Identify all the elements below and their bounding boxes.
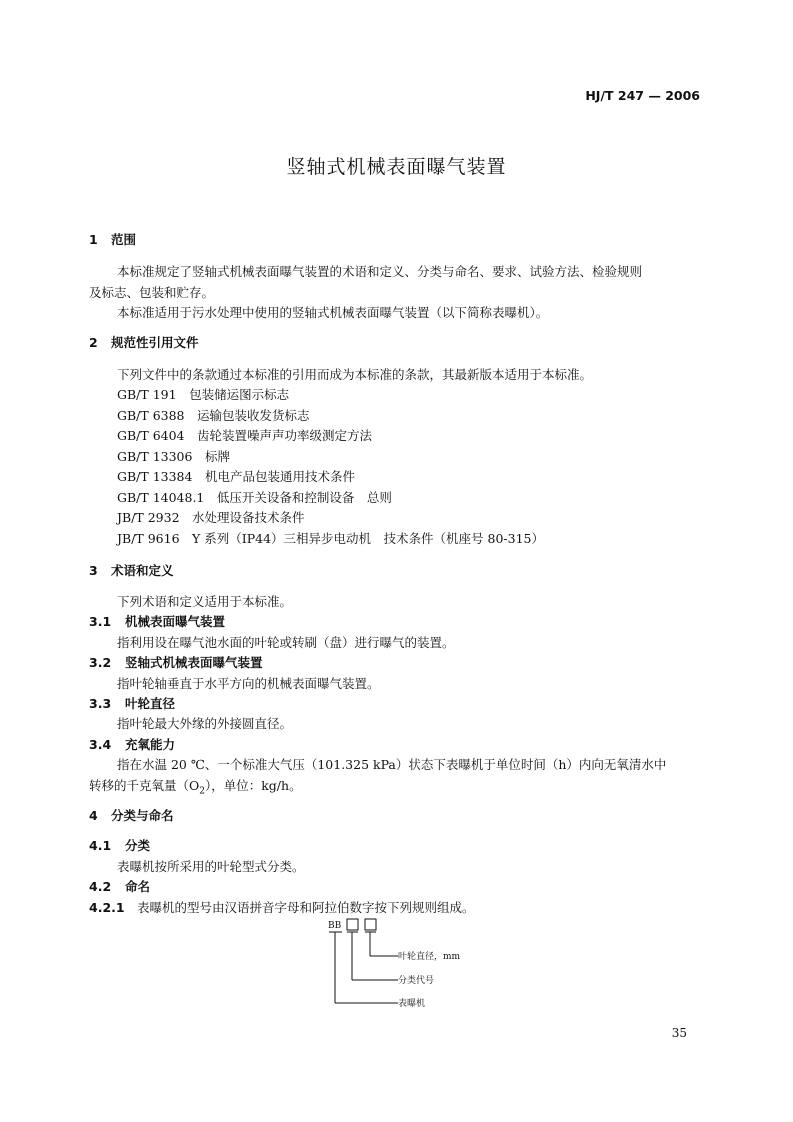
- reference-item: GB/T 6404 齿轮装置噪声声功率级测定方法: [117, 428, 373, 443]
- section-title: 范围: [111, 232, 137, 247]
- subsection-4-2-1: 4.2.1 表曝机的型号由汉语拼音字母和阿拉伯数字按下列规则组成。: [89, 900, 475, 915]
- section-title: 术语和定义: [111, 563, 174, 578]
- reference-item: JB/T 9616 Y 系列（IP44）三相异步电动机 技术条件（机座号 80-315）: [117, 531, 544, 546]
- reference-item: GB/T 6388 运输包装收发货标志: [117, 408, 310, 423]
- document-title: 竖轴式机械表面曝气装置: [286, 156, 507, 178]
- term-3-2-heading: 3.2 竖轴式机械表面曝气装置: [89, 655, 263, 670]
- model-designation-diagram: [320, 910, 520, 1020]
- section-1-heading: [89, 230, 136, 248]
- term-definition: 指在水温 20 ℃、一个标准大气压（101.325 kPa）状态下表曝机于单位时间（h）内向无氧清水中: [117, 757, 667, 772]
- diagram-label-machine: 表曝机: [398, 999, 426, 1009]
- placeholder-box-diameter: [365, 919, 376, 930]
- page-number: 35: [671, 1026, 687, 1040]
- diagram-label-diameter: 叶轮直径，mm: [398, 952, 461, 962]
- section-number: 2: [89, 335, 98, 350]
- term-definition: 指利用设在曝气池水面的叶轮或转刷（盘）进行曝气的装置。: [117, 635, 455, 650]
- section-number: 4: [89, 808, 98, 823]
- term-definition-continuation: 转移的千克氧量$(O_2)$，单位：kg/h。: [89, 778, 302, 797]
- paragraph: 下列术语和定义适用于本标准。: [117, 594, 293, 609]
- term-3-4-heading: 3.4 充氧能力: [89, 737, 176, 752]
- standard-code-header: HJ/T 247 — 2006: [585, 88, 700, 103]
- reference-item: GB/T 14048.1 低压开关设备和控制设备 总则: [117, 490, 392, 505]
- paragraph: 本标准规定了竖轴式机械表面曝气装置的术语和定义、分类与命名、要求、试验方法、检验规则: [117, 264, 643, 279]
- section-number: 3: [89, 563, 98, 578]
- paragraph: 表曝机按所采用的叶轮型式分类。: [117, 859, 305, 874]
- diagram-label-class: 分类代号: [398, 976, 435, 986]
- paragraph-continuation: 及标志、包装和贮存。: [89, 285, 215, 300]
- section-2-heading: [89, 333, 199, 351]
- diagram-prefix: BB: [328, 921, 342, 931]
- section-4-heading: [89, 806, 174, 824]
- subsection-4-1-heading: 4.1 分类: [89, 838, 151, 853]
- term-definition: 指叶轮最大外缘的外接圆直径。: [117, 716, 293, 731]
- subsection-4-2-heading: 4.2 命名: [89, 879, 151, 894]
- reference-item: GB/T 13306 标牌: [117, 449, 230, 464]
- paragraph: 本标准适用于污水处理中使用的竖轴式机械表面曝气装置（以下简称表曝机）。: [117, 305, 549, 320]
- term-3-3-heading: 3.3 叶轮直径: [89, 696, 176, 711]
- term-3-1-heading: 3.1 机械表面曝气装置: [89, 614, 226, 629]
- section-number: 1: [89, 232, 98, 247]
- section-3-heading: [89, 561, 174, 579]
- section-title: 分类与命名: [111, 808, 174, 823]
- reference-item: JB/T 2932 水处理设备技术条件: [117, 510, 305, 525]
- term-definition: 指叶轮轴垂直于水平方向的机械表面曝气装置。: [117, 676, 380, 691]
- reference-item: GB/T 191 包装储运图示标志: [117, 387, 290, 402]
- section-title: 规范性引用文件: [111, 335, 199, 350]
- placeholder-box-class: [347, 919, 358, 930]
- reference-item: GB/T 13384 机电产品包装通用技术条件: [117, 469, 355, 484]
- paragraph: 下列文件中的条款通过本标准的引用而成为本标准的条款，其最新版本适用于本标准。: [117, 367, 593, 382]
